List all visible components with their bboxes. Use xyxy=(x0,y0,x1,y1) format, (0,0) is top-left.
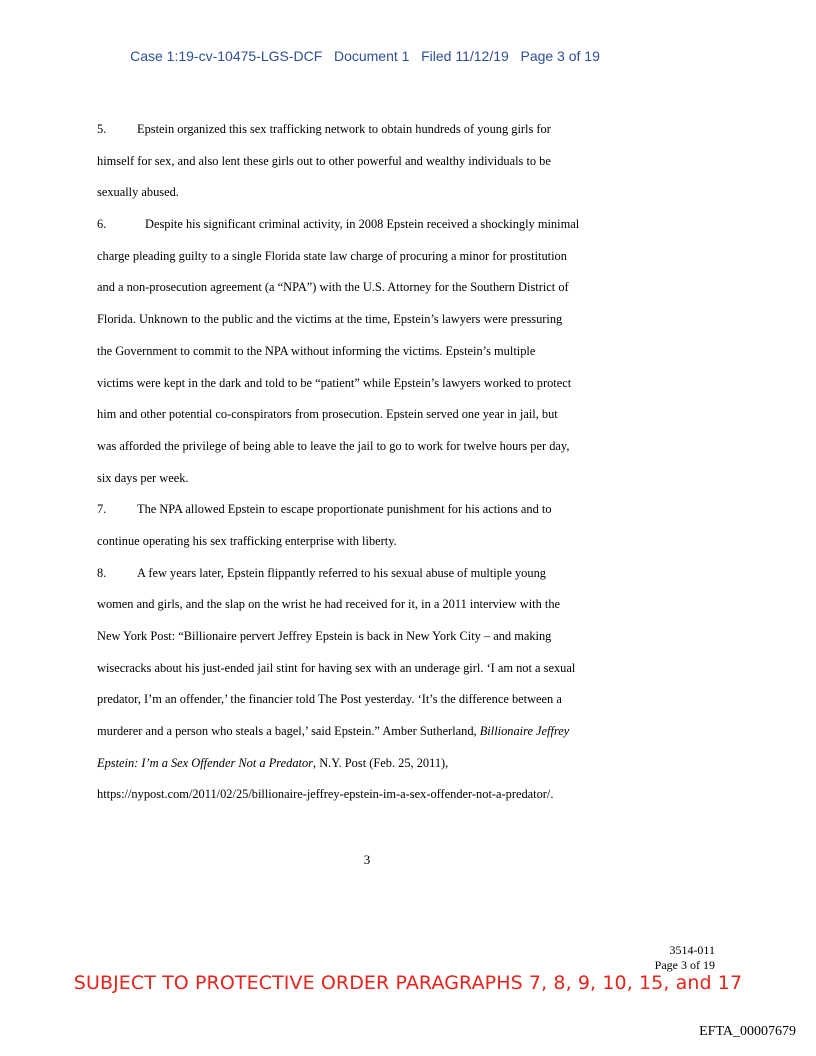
citation-url: https://nypost.com/2011/02/25/billionaire-jeffrey-epstein-im-a-sex-offender-not-a-predator/. xyxy=(97,787,554,802)
case-header: Case 1:19-cv-10475-LGS-DCF Document 1 Filed 11/12/19 Page 3 of 19 xyxy=(130,48,600,64)
paragraph-line: murderer and a person who steals a bagel,’ said Epstein.” Amber Sutherland, Billionaire Jeffrey xyxy=(97,724,570,739)
paragraph-5 xyxy=(97,114,637,209)
paragraph-number: 7. xyxy=(97,502,107,517)
paragraph-line: Florida. Unknown to the public and the victims at the time, Epstein’s lawyers were pressuring xyxy=(97,312,563,327)
paragraph-line: himself for sex, and also lent these girls out to other powerful and wealthy individuals to be xyxy=(97,153,551,168)
paragraph-number: 8. xyxy=(97,565,107,580)
efta-identifier: EFTA_00007679 xyxy=(699,1024,796,1039)
paragraph-line: Epstein: I’m a Sex Offender Not a Predator, N.Y. Post (Feb. 25, 2011), xyxy=(97,755,449,770)
paragraph-number: 5. xyxy=(97,122,107,136)
paragraph-line: was afforded the privilege of being able to leave the jail to go to work for twelve hours per day, xyxy=(97,438,570,453)
bates-number: 3514-011 xyxy=(669,943,715,957)
bates-page: Page 3 of 19 xyxy=(654,958,715,972)
article-title: Billionaire Jeffrey xyxy=(479,724,570,739)
paragraph-line: him and other potential co-conspirators from prosecution. Epstein served one year in jail, but xyxy=(97,407,558,422)
paragraph-7 xyxy=(97,494,637,557)
article-title: Epstein: I’m a Sex Offender Not a Predator xyxy=(97,755,313,770)
page-number: 3 xyxy=(363,852,371,867)
paragraph-line: sexually abused. xyxy=(97,185,179,200)
bates-stamp xyxy=(655,943,715,973)
document-body xyxy=(97,114,637,811)
paragraph-line: continue operating his sex trafficking enterprise with liberty. xyxy=(97,533,397,548)
paragraph-line: women and girls, and the slap on the wrist he had received for it, in a 2011 interview with the xyxy=(97,597,561,612)
paragraph-line: victims were kept in the dark and told to be “patient” while Epstein’s lawyers worked to protect xyxy=(97,375,572,390)
paragraph-line: and a non-prosecution agreement (a “NPA”) with the U.S. Attorney for the Southern District of xyxy=(97,280,569,295)
paragraph-line: charge pleading guilty to a single Florida state law charge of procuring a minor for prostitution xyxy=(97,248,567,263)
paragraph-line: the Government to commit to the NPA without informing the victims. Epstein’s multiple xyxy=(97,343,536,358)
paragraph-number: 6. xyxy=(97,217,107,232)
paragraph-line: wisecracks about his just-ended jail stint for having sex with an underage girl. ‘I am not a sexual xyxy=(97,660,576,675)
paragraph-line: New York Post: “Billionaire pervert Jeffrey Epstein is back in New York City – and making xyxy=(97,629,552,643)
paragraph-line: 7. The NPA allowed Epstein to escape proportionate punishment for his actions and to xyxy=(97,494,637,526)
paragraph-line: 8. A few years later, Epstein flippantly referred to his sexual abuse of multiple young xyxy=(97,558,637,590)
paragraph-8 xyxy=(97,558,637,812)
protective-order-notice: SUBJECT TO PROTECTIVE ORDER PARAGRAPHS 7, 8, 9, 10, 15, and 17 xyxy=(73,972,743,994)
paragraph-6 xyxy=(97,209,637,494)
paragraph-line: six days per week. xyxy=(97,470,189,485)
paragraph-line: predator, I’m an offender,’ the financier told The Post yesterday. ‘It’s the difference between a xyxy=(97,692,562,707)
paragraph-line: 5. Epstein organized this sex trafficking network to obtain hundreds of young girls for xyxy=(97,114,637,146)
paragraph-line: 6. Despite his significant criminal activity, in 2008 Epstein received a shockingly minimal xyxy=(97,209,637,241)
